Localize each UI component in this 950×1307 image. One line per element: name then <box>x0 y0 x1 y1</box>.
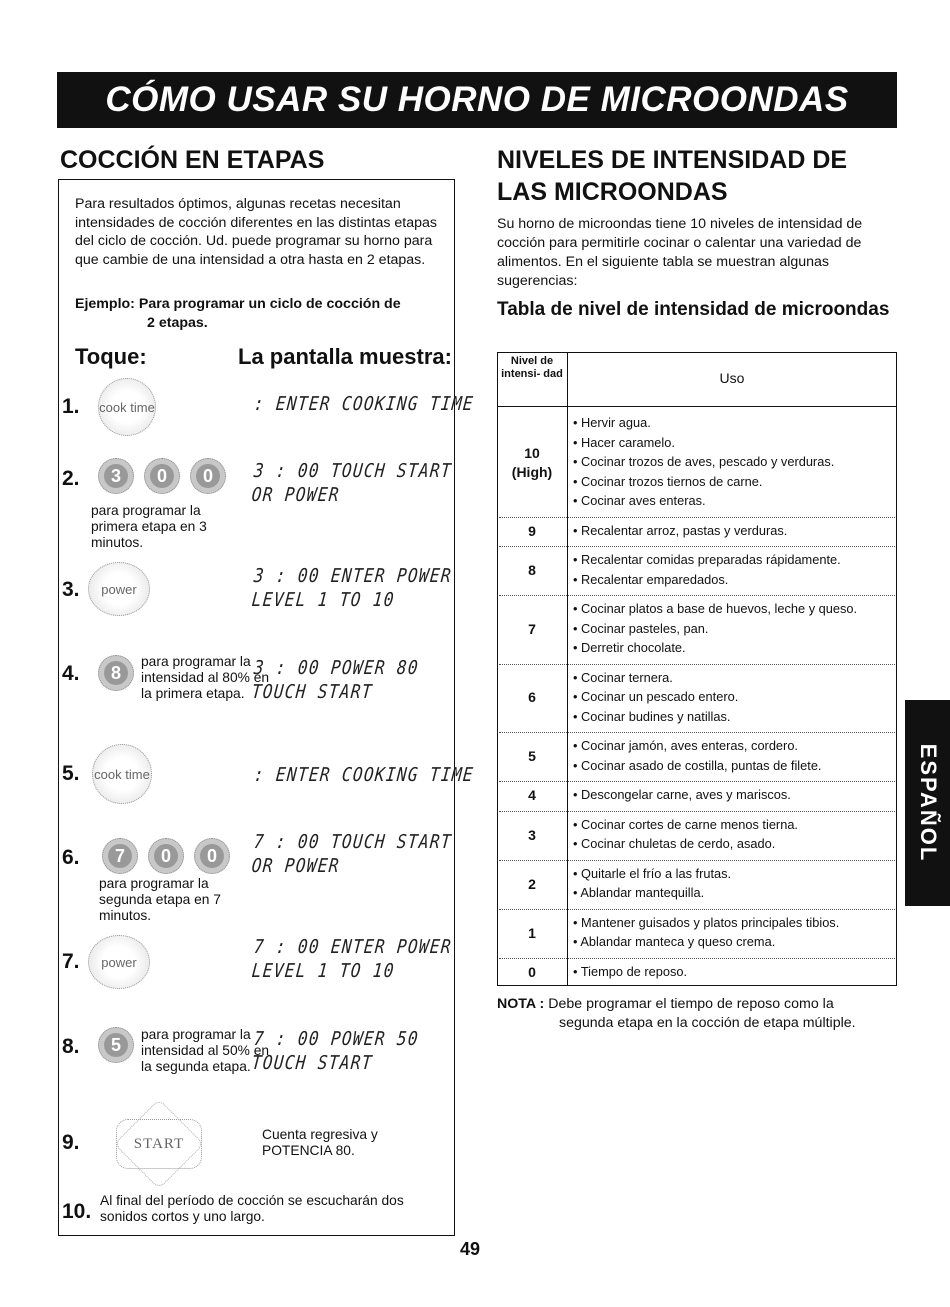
left-intro: Para resultados óptimos, algunas recetas necesitan intensidades de cocción diferentes en las distintas etapas del ciclo de cocción. Ud. puede programar su horno para que cambie de una intensidad a otra hasta en 2 etapas. <box>75 196 438 268</box>
table-use-cell <box>573 413 895 511</box>
start-key-label: START <box>133 1135 185 1152</box>
use-item: • Hervir agua. <box>573 413 895 433</box>
use-item: • Recalentar comidas preparadas rápidamente. <box>573 550 895 570</box>
use-item: • Cocinar cortes de carne menos tierna. <box>573 815 895 835</box>
table-row-separator <box>499 958 895 959</box>
example-text <box>75 295 450 333</box>
step-note: para programar la segunda etapa en 7 minutos. <box>99 876 221 923</box>
step-number: 5. <box>62 762 80 785</box>
header-use: Uso <box>719 370 745 386</box>
use-item: • Cocinar jamón, aves enteras, cordero. <box>573 736 895 756</box>
use-item: • Cocinar budines y natillas. <box>573 707 895 727</box>
digit-key-label: 7 <box>108 844 132 868</box>
table-level-cell: 1 <box>528 924 536 941</box>
digit-key-icon <box>144 458 180 494</box>
digit-key-icon <box>98 655 134 691</box>
display-readout: 7 : 00 ENTER POWER LEVEL 1 TO 10 <box>250 936 453 982</box>
use-item: • Descongelar carne, aves y mariscos. <box>573 785 895 805</box>
use-item: • Cocinar ternera. <box>573 668 895 688</box>
touch-column-header: Toque: <box>75 344 147 369</box>
digit-key-label: 0 <box>154 844 178 868</box>
digit-key-icon <box>148 838 184 874</box>
use-item: • Cocinar chuletas de cerdo, asado. <box>573 834 895 854</box>
table-row-separator <box>499 732 895 733</box>
use-item: • Cocinar pasteles, pan. <box>573 619 895 639</box>
step-number: 6. <box>62 846 80 869</box>
table-level-cell: 3 <box>528 826 536 843</box>
table-row-separator <box>499 595 895 596</box>
table-column-divider <box>567 352 568 986</box>
use-item: • Cocinar un pescado entero. <box>573 687 895 707</box>
digit-key-icon <box>102 838 138 874</box>
table-use-cell <box>573 736 895 775</box>
table-use-cell <box>573 962 895 982</box>
digit-key-label: 0 <box>196 464 220 488</box>
use-item: • Derretir chocolate. <box>573 638 895 658</box>
banner-title: CÓMO USAR SU HORNO DE MICROONDAS <box>105 80 849 119</box>
step-number: 7. <box>62 950 80 973</box>
note-line-1: Debe programar el tiempo de reposo como la <box>548 996 834 1012</box>
language-tab-label: ESPAÑOL <box>915 743 941 863</box>
table-use-cell <box>573 913 895 952</box>
digit-key-icon <box>194 838 230 874</box>
display-readout: 3 : 00 TOUCH START OR POWER <box>250 460 453 506</box>
use-item: • Recalentar emparedados. <box>573 570 895 590</box>
digit-key-icon <box>190 458 226 494</box>
use-item: • Tiempo de reposo. <box>573 962 895 982</box>
table-use-cell <box>573 550 895 589</box>
digit-key-label: 0 <box>200 844 224 868</box>
digit-key-label: 3 <box>104 464 128 488</box>
digit-key-icon <box>98 1027 134 1063</box>
step-number: 1. <box>62 395 80 418</box>
table-use-cell <box>573 668 895 727</box>
step-number: 9. <box>62 1131 80 1154</box>
use-item: • Cocinar trozos tiernos de carne. <box>573 472 895 492</box>
header-level: Nivel de intensi- dad <box>501 355 563 380</box>
left-heading: COCCIÓN EN ETAPAS <box>60 146 325 174</box>
table-row-separator <box>499 860 895 861</box>
example-line-1: Ejemplo: Para programar un ciclo de cocción de <box>75 296 401 312</box>
note-label: NOTA : <box>497 996 545 1012</box>
table-level-cell: 4 <box>528 787 536 804</box>
step-note: para programar la primera etapa en 3 minutos. <box>91 503 207 550</box>
table-level-cell: 6 <box>528 689 536 706</box>
use-item: • Recalentar arroz, pastas y verduras. <box>573 521 895 541</box>
use-item: • Mantener guisados y platos principales tibios. <box>573 913 895 933</box>
step-number: 4. <box>62 662 80 685</box>
note-paragraph <box>497 995 897 1033</box>
start-key-icon <box>116 1119 202 1169</box>
step-note: para programar la intensidad al 50% en la segunda etapa. <box>141 1027 270 1074</box>
digit-key-label: 0 <box>150 464 174 488</box>
staged-cooking-box <box>58 179 455 1236</box>
table-row-separator <box>499 546 895 547</box>
table-use-cell <box>573 864 895 903</box>
digit-key-label: 5 <box>104 1033 128 1057</box>
right-intro: Su horno de microondas tiene 10 niveles de intensidad de cocción para permitirle cocinar o calentar una variedad de alimentos. En el siguiente tabla se muestran algunas sugerencias: <box>497 216 863 289</box>
language-tab <box>905 700 950 906</box>
table-use-cell <box>573 521 895 541</box>
table-level-cell: 7 <box>528 620 536 637</box>
power-key-icon: power <box>88 562 150 616</box>
cook-time-key-icon: cook time <box>92 744 152 804</box>
use-item: • Ablandar mantequilla. <box>573 883 895 903</box>
power-key-icon: power <box>88 935 150 989</box>
step-note: para programar la intensidad al 80% en la primera etapa. <box>141 654 270 701</box>
table-use-cell <box>573 599 895 658</box>
table-level-cell: 0 <box>528 963 536 980</box>
note-line-rest: segunda etapa en la cocción de etapa múltiple. <box>559 1015 856 1031</box>
use-item: • Hacer caramelo. <box>573 433 895 453</box>
display-column-header: La pantalla muestra: <box>238 344 452 369</box>
page-number: 49 <box>460 1239 481 1259</box>
display-readout: : ENTER COOKING TIME <box>252 764 475 786</box>
right-heading: NIVELES DE INTENSIDAD DE LAS MICROONDAS <box>497 146 848 206</box>
display-readout: 7 : 00 TOUCH START OR POWER <box>250 831 453 877</box>
table-level-cell: 2 <box>528 875 536 892</box>
table-row-separator <box>499 517 895 518</box>
use-item: • Ablandar manteca y queso crema. <box>573 932 895 952</box>
step-number: 8. <box>62 1035 80 1058</box>
table-row-separator <box>499 811 895 812</box>
display-readout: : ENTER COOKING TIME <box>252 393 475 415</box>
step-number: 2. <box>62 467 80 490</box>
step-note: Cuenta regresiva y POTENCIA 80. <box>262 1127 378 1158</box>
use-item: • Cocinar aves enteras. <box>573 491 895 511</box>
display-readout: 3 : 00 POWER 80 TOUCH START <box>250 657 420 703</box>
digit-key-icon <box>98 458 134 494</box>
use-item: • Cocinar trozos de aves, pescado y verduras. <box>573 452 895 472</box>
digit-key-label: 8 <box>104 661 128 685</box>
cook-time-key-icon: cook time <box>98 378 156 436</box>
table-use-cell <box>573 815 895 854</box>
step-note: Al final del período de cocción se escucharán dos sonidos cortos y uno largo. <box>100 1193 404 1224</box>
use-item: • Cocinar platos a base de huevos, leche y queso. <box>573 599 895 619</box>
display-readout: 7 : 00 POWER 50 TOUCH START <box>250 1028 420 1074</box>
use-item: • Quitarle el frío a las frutas. <box>573 864 895 884</box>
table-level-cell: 9 <box>528 522 536 539</box>
table-use-cell <box>573 785 895 805</box>
table-heading: Tabla de nivel de intensidad de microondas <box>497 299 890 320</box>
table-row-separator <box>499 664 895 665</box>
use-item: • Cocinar asado de costilla, puntas de filete. <box>573 756 895 776</box>
page-banner <box>57 72 897 128</box>
table-row-separator <box>499 909 895 910</box>
step-number: 3. <box>62 578 80 601</box>
step-number: 10. <box>62 1200 92 1223</box>
table-level-cell: 8 <box>528 562 536 578</box>
display-readout: 3 : 00 ENTER POWER LEVEL 1 TO 10 <box>250 565 453 611</box>
example-line-2: 2 etapas. <box>147 315 208 331</box>
table-level-cell: 5 <box>528 748 536 764</box>
table-level-extra: (High) <box>511 463 553 480</box>
table-row-separator <box>499 781 895 782</box>
table-level-cell: 10 (High) <box>511 444 553 480</box>
